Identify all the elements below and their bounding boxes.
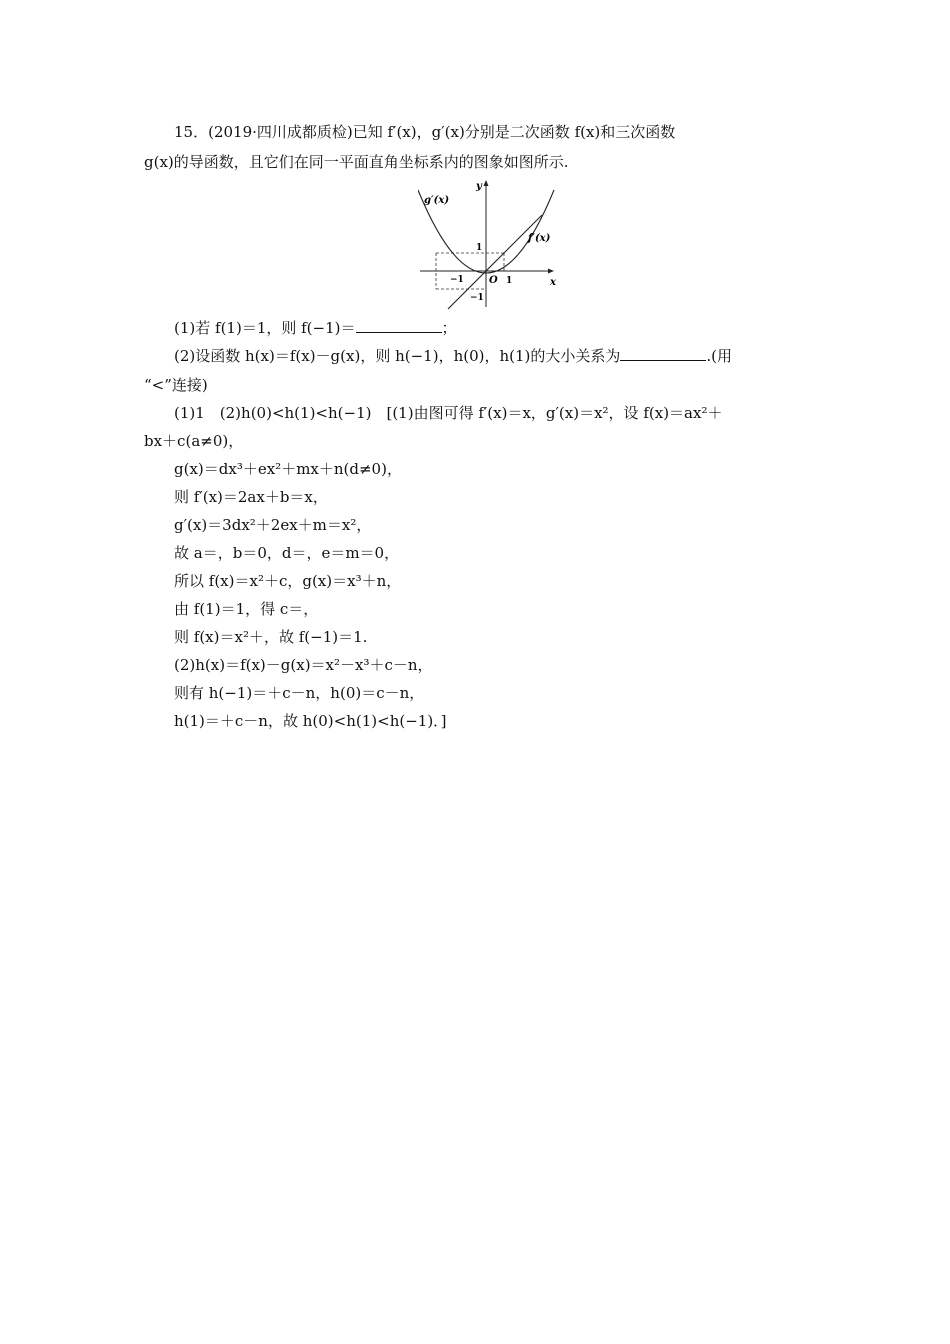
answer-blank-2	[620, 346, 706, 361]
problem-line-1: 15．(2019·四川成都质检)已知 f′(x)，g′(x)分别是二次函数 f(x)和三次函数	[174, 123, 676, 141]
solution-line: g′(x)＝3dx²＋2ex＋m＝x²，	[174, 516, 372, 534]
g-prime-label: g′(x)	[424, 195, 450, 206]
derivative-graph	[418, 175, 560, 311]
x-axis-label: x	[550, 277, 556, 288]
y-axis-arrow	[484, 180, 489, 186]
solution-line: g(x)＝dx³＋ex²＋mx＋n(d≠0)，	[174, 460, 402, 478]
solution-line: 则有 h(−1)＝＋c－n，h(0)＝c－n，	[174, 684, 425, 702]
solution-line: 则 f′(x)＝2ax＋b＝x，	[174, 488, 328, 506]
y-axis-label: y	[476, 181, 482, 192]
solution-line: 故 a＝，b＝0，d＝，e＝m＝0，	[174, 544, 400, 562]
problem-line-2: g(x)的导函数，且它们在同一平面直角坐标系内的图象如图所示.	[144, 153, 569, 171]
answer-blank-1	[356, 318, 442, 333]
question-2	[174, 346, 950, 366]
tick-label-y-one: 1	[476, 243, 483, 253]
solution-line: bx＋c(a≠0)，	[144, 432, 244, 450]
solution-line: 所以 f(x)＝x²＋c，g(x)＝x³＋n，	[174, 572, 402, 590]
solution-line: h(1)＝＋c－n，故 h(0)<h(1)<h(−1)．]	[174, 712, 447, 730]
question-2-text: (2)设函数 h(x)＝f(x)－g(x)，则 h(−1)，h(0)，h(1)的大小关系为	[174, 347, 621, 365]
question-2-end: .(用	[706, 347, 733, 365]
tick-label-x-one: 1	[506, 276, 513, 286]
question-1-text: (1)若 f(1)＝1，则 f(−1)＝	[174, 319, 356, 337]
x-axis-arrow	[548, 269, 554, 274]
solution-line: (1)1 (2)h(0)<h(1)<h(−1) [(1)由图可得 f′(x)＝x，g′(x)＝x²，设 f(x)＝ax²＋	[174, 404, 723, 422]
tick-label-x-neg-one: −1	[450, 275, 464, 285]
tick-label-y-neg-one: −1	[470, 293, 484, 303]
solution-line: 由 f(1)＝1，得 c＝，	[174, 600, 319, 618]
origin-label: O	[489, 275, 498, 286]
solution-line: (2)h(x)＝f(x)－g(x)＝x²－x³＋c－n，	[174, 656, 433, 674]
f-prime-label: f′(x)	[528, 233, 551, 244]
question-1-end: ；	[441, 319, 457, 337]
question-1	[174, 318, 950, 338]
solution-line: 则 f(x)＝x²＋，故 f(−1)＝1.	[174, 628, 368, 646]
f-prime-line	[448, 215, 542, 309]
question-2-continuation: “<”连接)	[144, 376, 208, 394]
